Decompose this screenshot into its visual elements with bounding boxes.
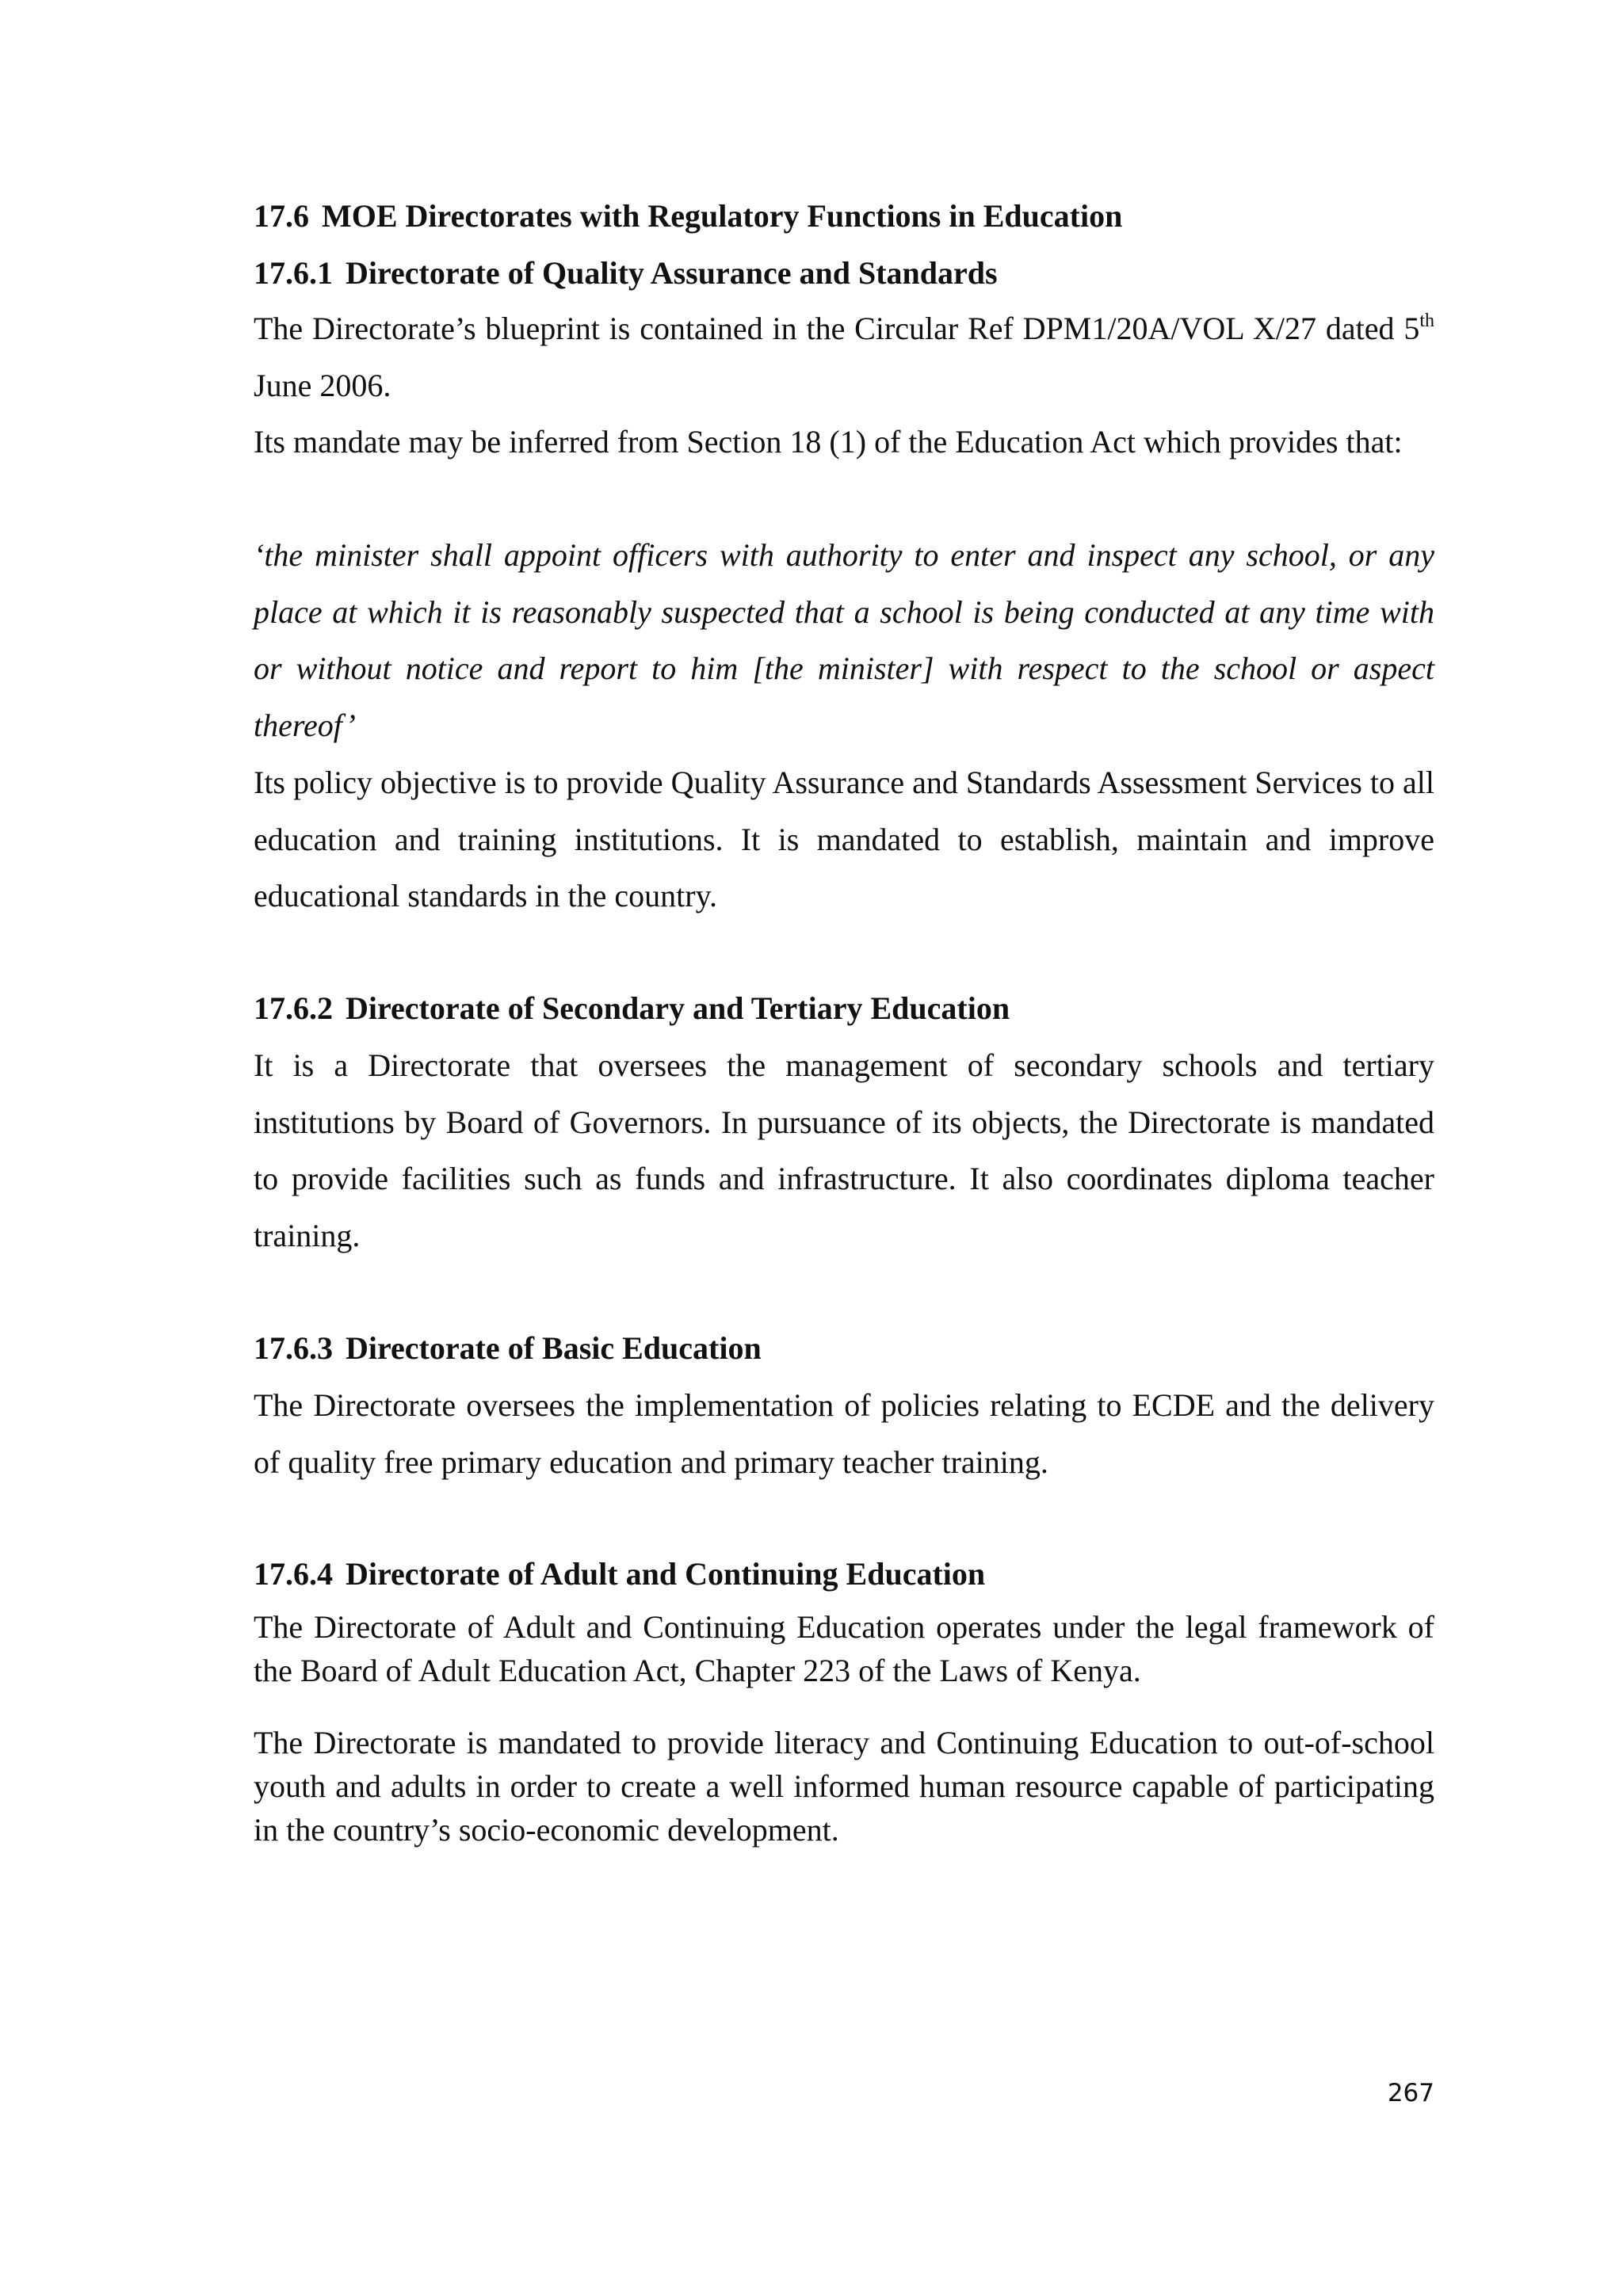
subsection-number: 17.6.1 <box>254 255 333 291</box>
subsection-heading-basic-education <box>254 1329 762 1367</box>
blueprint-date-text: June 2006. <box>254 367 391 403</box>
policy-objective-paragraph: Its policy objective is to provide Quality Assurance and Standards Assessment Services to all education and training institutions. It is mandated to establish, maintain and improve educational standards in the country. <box>254 765 1434 913</box>
subsection-number: 17.6.4 <box>254 1556 333 1592</box>
section-number: 17.6 <box>254 198 309 234</box>
subsection-title: Directorate of Quality Assurance and Standards <box>346 255 998 291</box>
adult-education-framework-paragraph: The Directorate of Adult and Continuing Education operates under the legal framework of the Board of Adult Education Act, Chapter 223 of the Laws of Kenya. <box>254 1609 1434 1688</box>
secondary-tertiary-paragraph: It is a Directorate that oversees the management of secondary schools and tertiary institutions by Board of Governors. In pursuance of its objects, the Directorate is mandated to provide facilities such as funds and infrastructure. It also coordinates diploma teacher training. <box>254 1047 1434 1253</box>
subsection-number: 17.6.3 <box>254 1330 333 1366</box>
adult-education-mandate-paragraph: The Directorate is mandated to provide literacy and Continuing Education to out-of-school youth and adults in order to create a well informed human resource capable of participating in the country’s socio-economic development. <box>254 1725 1434 1848</box>
subsection-heading-quality-assurance <box>254 254 998 292</box>
ordinal-superscript: th <box>1419 311 1434 331</box>
blueprint-text: The Directorate’s blueprint is contained in the Circular Ref DPM1/20A/VOL X/27 dated 5 <box>254 311 1420 346</box>
subsection-heading-secondary-tertiary <box>254 990 1010 1028</box>
mandate-paragraph: Its mandate may be inferred from Section 18 (1) of the Education Act which provides that: <box>254 424 1403 460</box>
basic-education-paragraph: The Directorate oversees the implementation of policies relating to ECDE and the delivery of quality free primary education and primary teacher training. <box>254 1387 1434 1480</box>
subsection-number: 17.6.2 <box>254 990 333 1026</box>
subsection-title: Directorate of Adult and Continuing Education <box>346 1556 986 1592</box>
subsection-heading-adult-continuing <box>254 1555 985 1593</box>
section-heading <box>254 197 1122 235</box>
subsection-title: Directorate of Basic Education <box>346 1330 762 1366</box>
section-title: MOE Directorates with Regulatory Functions in Education <box>322 198 1123 234</box>
page-number: 267 <box>1387 2079 1434 2107</box>
blueprint-paragraph <box>254 300 1434 414</box>
education-act-quote: ‘the minister shall appoint officers with authority to enter and inspect any school, or any place at which it is reasonably suspected that a school is being conducted at any time with or without notice and report to him [the minister] with respect to the school or aspect thereof’ <box>254 537 1434 743</box>
subsection-title: Directorate of Secondary and Tertiary Education <box>346 990 1010 1026</box>
